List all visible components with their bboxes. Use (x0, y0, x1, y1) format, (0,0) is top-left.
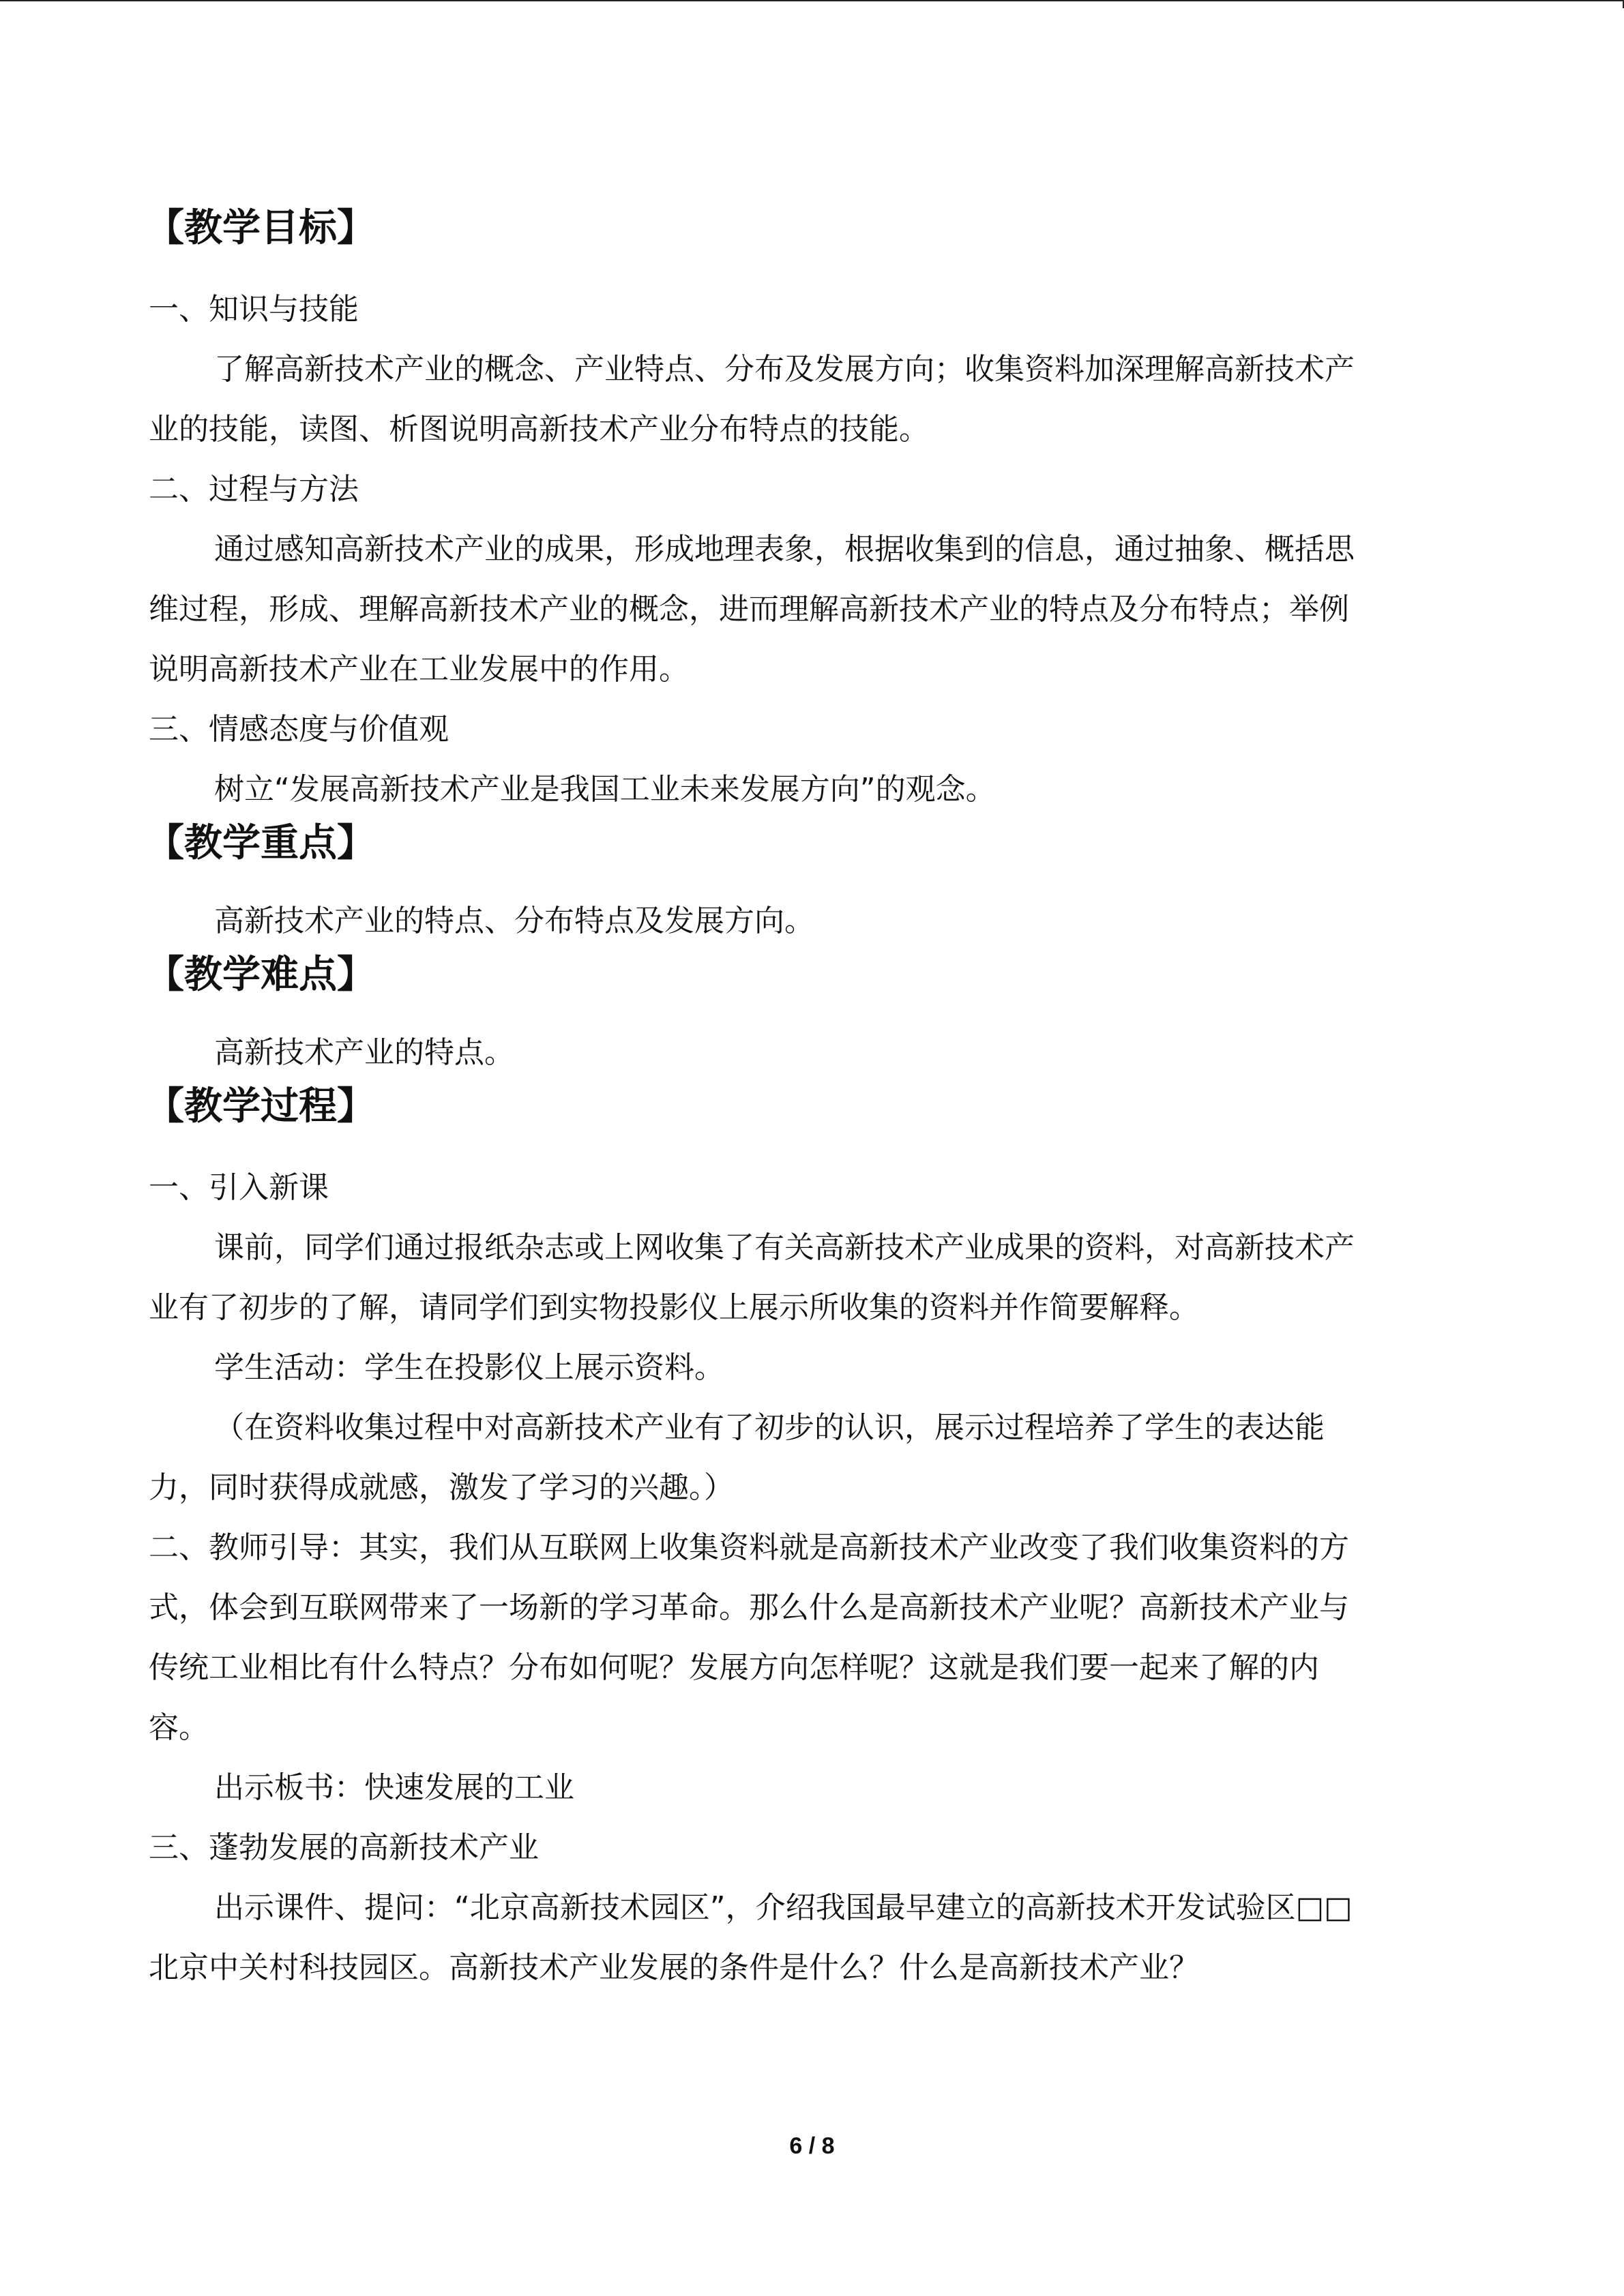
paragraph-line: 树立“发展高新技术产业是我国工业未来发展方向”的观念。 (214, 772, 996, 807)
paragraph-line: 维过程，形成、理解高新技术产业的概念，进而理解高新技术产业的特点及分布特点；举例 (149, 592, 1349, 627)
paragraph-line: 出示课件、提问：“北京高新技术园区”，介绍我国最早建立的高新技术开发试验区□□ (214, 1890, 1353, 1925)
paragraph-line: （在资料收集过程中对高新技术产业有了初步的认识，展示过程培养了学生的表达能 (214, 1410, 1325, 1445)
paragraph-line: 出示板书：快速发展的工业 (214, 1770, 574, 1805)
paragraph-line: 北京中关村科技园区。高新技术产业发展的条件是什么？什么是高新技术产业？ (149, 1950, 1199, 1985)
paragraph-line: 式，体会到互联网带来了一场新的学习革命。那么什么是高新技术产业呢？高新技术产业与 (149, 1590, 1349, 1625)
subheading-introduce-lesson: 一、引入新课 (149, 1170, 329, 1205)
paragraph-line: 传统工业相比有什么特点？分布如何呢？发展方向怎样呢？这就是我们要一起来了解的内 (149, 1650, 1319, 1685)
paragraph-line: 业有了初步的了解，请同学们到实物投影仪上展示所收集的资料并作简要解释。 (149, 1290, 1199, 1325)
paragraph-line: 说明高新技术产业在工业发展中的作用。 (149, 652, 689, 687)
heading-teaching-process: 【教学过程】 (146, 1084, 375, 1129)
subheading-high-tech-industry: 三、蓬勃发展的高新技术产业 (149, 1830, 539, 1865)
page-number: 6 / 8 (789, 2133, 835, 2159)
subheading-attitude-values: 三、情感态度与价值观 (149, 712, 449, 747)
heading-teaching-key-points: 【教学重点】 (146, 821, 375, 865)
paragraph-line: 通过感知高新技术产业的成果，形成地理表象，根据收集到的信息，通过抽象、概括思 (214, 532, 1355, 567)
paragraph-line: 高新技术产业的特点、分布特点及发展方向。 (214, 904, 814, 938)
paragraph-line: 二、教师引导：其实，我们从互联网上收集资料就是高新技术产业改变了我们收集资料的方 (149, 1530, 1349, 1565)
paragraph-line: 容。 (149, 1710, 209, 1745)
paragraph-line: 课前，同学们通过报纸杂志或上网收集了有关高新技术产业成果的资料，对高新技术产 (214, 1230, 1355, 1265)
subheading-process-method: 二、过程与方法 (149, 472, 359, 507)
paragraph-line: 业的技能，读图、析图说明高新技术产业分布特点的技能。 (149, 412, 929, 447)
page-top-border (0, 0, 1624, 4)
paragraph-line: 力，同时获得成就感，激发了学习的兴趣。） (149, 1470, 734, 1505)
heading-teaching-goals: 【教学目标】 (146, 206, 375, 250)
page-corner-mark (1620, 0, 1624, 8)
heading-teaching-difficulties: 【教学难点】 (146, 953, 375, 997)
paragraph-line: 了解高新技术产业的概念、产业特点、分布及发展方向；收集资料加深理解高新技术产 (214, 352, 1355, 387)
subheading-knowledge-skills: 一、知识与技能 (149, 292, 359, 327)
paragraph-line: 学生活动：学生在投影仪上展示资料。 (214, 1350, 724, 1385)
document-body (146, 205, 1465, 1998)
paragraph-line: 高新技术产业的特点。 (214, 1035, 514, 1070)
